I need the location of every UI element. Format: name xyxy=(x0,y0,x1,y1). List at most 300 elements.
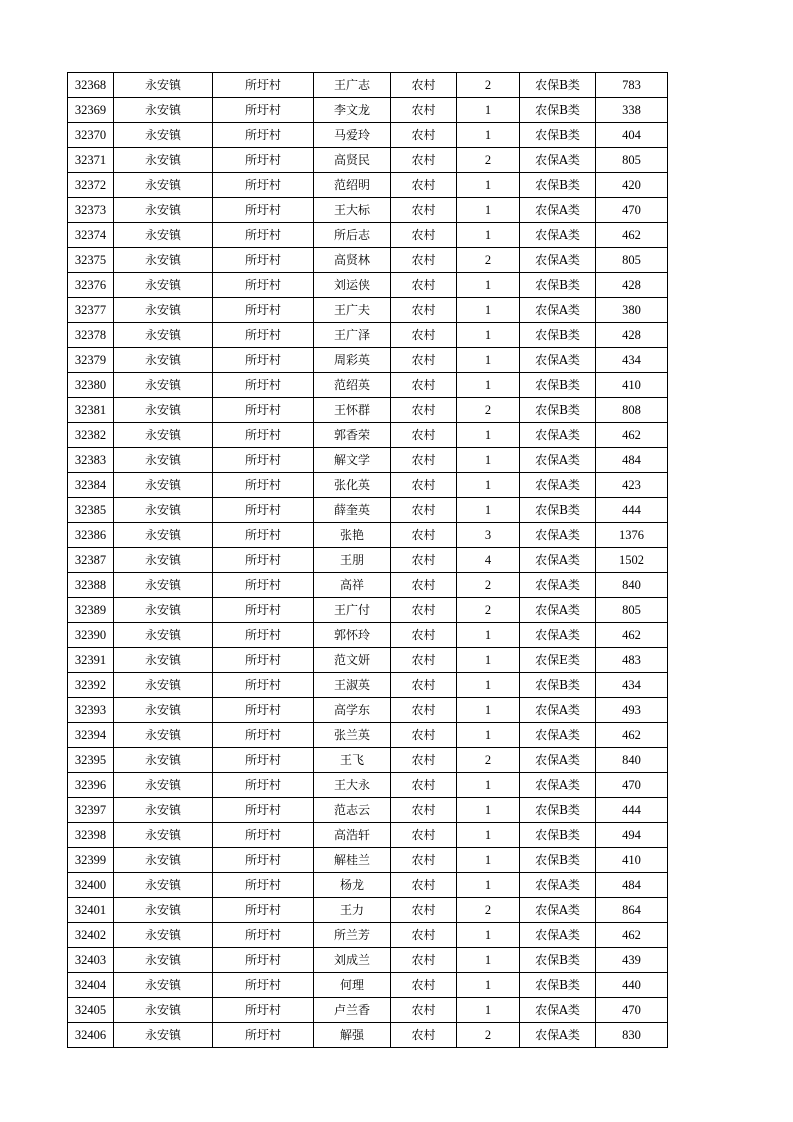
cell-amount: 410 xyxy=(596,848,668,873)
cell-town: 永安镇 xyxy=(114,648,213,673)
cell-amount: 462 xyxy=(596,923,668,948)
cell-insurance-category: 农保A类 xyxy=(520,348,596,373)
cell-insurance-category: 农保A类 xyxy=(520,923,596,948)
cell-name: 何理 xyxy=(314,973,391,998)
cell-record-id: 32372 xyxy=(68,173,114,198)
cell-town: 永安镇 xyxy=(114,898,213,923)
cell-member-count: 2 xyxy=(457,748,520,773)
cell-record-id: 32388 xyxy=(68,573,114,598)
cell-name: 马爱玲 xyxy=(314,123,391,148)
cell-household-type: 农村 xyxy=(391,423,457,448)
cell-town: 永安镇 xyxy=(114,523,213,548)
cell-record-id: 32383 xyxy=(68,448,114,473)
table-row xyxy=(68,648,668,673)
cell-name: 解强 xyxy=(314,1023,391,1048)
table-row xyxy=(68,798,668,823)
cell-record-id: 32381 xyxy=(68,398,114,423)
cell-name: 范文妍 xyxy=(314,648,391,673)
cell-member-count: 1 xyxy=(457,198,520,223)
cell-record-id: 32384 xyxy=(68,473,114,498)
cell-household-type: 农村 xyxy=(391,723,457,748)
cell-household-type: 农村 xyxy=(391,198,457,223)
cell-name: 卢兰香 xyxy=(314,998,391,1023)
cell-village: 所圩村 xyxy=(213,523,314,548)
cell-insurance-category: 农保A类 xyxy=(520,998,596,1023)
cell-insurance-category: 农保E类 xyxy=(520,648,596,673)
cell-record-id: 32374 xyxy=(68,223,114,248)
cell-village: 所圩村 xyxy=(213,873,314,898)
cell-record-id: 32395 xyxy=(68,748,114,773)
cell-name: 所兰芳 xyxy=(314,923,391,948)
cell-name: 解文学 xyxy=(314,448,391,473)
cell-town: 永安镇 xyxy=(114,273,213,298)
cell-village: 所圩村 xyxy=(213,448,314,473)
cell-village: 所圩村 xyxy=(213,273,314,298)
cell-record-id: 32390 xyxy=(68,623,114,648)
table-row xyxy=(68,573,668,598)
cell-town: 永安镇 xyxy=(114,98,213,123)
cell-member-count: 1 xyxy=(457,298,520,323)
cell-village: 所圩村 xyxy=(213,148,314,173)
table-row xyxy=(68,223,668,248)
cell-amount: 808 xyxy=(596,398,668,423)
cell-household-type: 农村 xyxy=(391,998,457,1023)
cell-insurance-category: 农保B类 xyxy=(520,123,596,148)
cell-amount: 470 xyxy=(596,773,668,798)
cell-record-id: 32406 xyxy=(68,1023,114,1048)
cell-member-count: 1 xyxy=(457,823,520,848)
cell-household-type: 农村 xyxy=(391,673,457,698)
cell-household-type: 农村 xyxy=(391,498,457,523)
cell-amount: 428 xyxy=(596,273,668,298)
cell-name: 杨龙 xyxy=(314,873,391,898)
cell-amount: 840 xyxy=(596,573,668,598)
table-row xyxy=(68,898,668,923)
cell-amount: 483 xyxy=(596,648,668,673)
table-row xyxy=(68,773,668,798)
cell-member-count: 1 xyxy=(457,323,520,348)
cell-village: 所圩村 xyxy=(213,898,314,923)
cell-town: 永安镇 xyxy=(114,148,213,173)
cell-member-count: 1 xyxy=(457,423,520,448)
table-row xyxy=(68,973,668,998)
cell-record-id: 32387 xyxy=(68,548,114,573)
cell-town: 永安镇 xyxy=(114,748,213,773)
cell-record-id: 32377 xyxy=(68,298,114,323)
cell-town: 永安镇 xyxy=(114,873,213,898)
cell-insurance-category: 农保B类 xyxy=(520,323,596,348)
cell-village: 所圩村 xyxy=(213,423,314,448)
cell-record-id: 32391 xyxy=(68,648,114,673)
cell-household-type: 农村 xyxy=(391,298,457,323)
table-row xyxy=(68,923,668,948)
cell-insurance-category: 农保A类 xyxy=(520,1023,596,1048)
cell-amount: 420 xyxy=(596,173,668,198)
cell-town: 永安镇 xyxy=(114,823,213,848)
cell-amount: 410 xyxy=(596,373,668,398)
cell-town: 永安镇 xyxy=(114,473,213,498)
cell-village: 所圩村 xyxy=(213,98,314,123)
cell-insurance-category: 农保B类 xyxy=(520,948,596,973)
cell-member-count: 1 xyxy=(457,873,520,898)
cell-member-count: 3 xyxy=(457,523,520,548)
cell-record-id: 32375 xyxy=(68,248,114,273)
cell-household-type: 农村 xyxy=(391,848,457,873)
cell-town: 永安镇 xyxy=(114,423,213,448)
cell-insurance-category: 农保A类 xyxy=(520,573,596,598)
cell-name: 王淑英 xyxy=(314,673,391,698)
cell-town: 永安镇 xyxy=(114,348,213,373)
cell-insurance-category: 农保A类 xyxy=(520,748,596,773)
cell-name: 范志云 xyxy=(314,798,391,823)
cell-town: 永安镇 xyxy=(114,298,213,323)
table-row xyxy=(68,273,668,298)
cell-record-id: 32380 xyxy=(68,373,114,398)
table-row xyxy=(68,148,668,173)
cell-household-type: 农村 xyxy=(391,548,457,573)
cell-insurance-category: 农保A类 xyxy=(520,723,596,748)
cell-record-id: 32370 xyxy=(68,123,114,148)
cell-town: 永安镇 xyxy=(114,123,213,148)
cell-amount: 470 xyxy=(596,998,668,1023)
cell-amount: 805 xyxy=(596,598,668,623)
cell-record-id: 32373 xyxy=(68,198,114,223)
cell-member-count: 1 xyxy=(457,448,520,473)
cell-household-type: 农村 xyxy=(391,348,457,373)
cell-household-type: 农村 xyxy=(391,923,457,948)
cell-insurance-category: 农保A类 xyxy=(520,148,596,173)
cell-insurance-category: 农保A类 xyxy=(520,548,596,573)
cell-record-id: 32385 xyxy=(68,498,114,523)
cell-name: 张化英 xyxy=(314,473,391,498)
cell-member-count: 2 xyxy=(457,1023,520,1048)
cell-member-count: 1 xyxy=(457,273,520,298)
cell-member-count: 2 xyxy=(457,398,520,423)
cell-name: 王朋 xyxy=(314,548,391,573)
cell-record-id: 32397 xyxy=(68,798,114,823)
cell-name: 李文龙 xyxy=(314,98,391,123)
cell-insurance-category: 农保A类 xyxy=(520,773,596,798)
cell-member-count: 1 xyxy=(457,223,520,248)
cell-record-id: 32405 xyxy=(68,998,114,1023)
data-sheet xyxy=(67,72,668,1048)
cell-town: 永安镇 xyxy=(114,573,213,598)
cell-name: 周彩英 xyxy=(314,348,391,373)
cell-household-type: 农村 xyxy=(391,123,457,148)
cell-name: 王大永 xyxy=(314,773,391,798)
cell-amount: 783 xyxy=(596,73,668,98)
cell-member-count: 1 xyxy=(457,698,520,723)
cell-amount: 484 xyxy=(596,873,668,898)
cell-amount: 423 xyxy=(596,473,668,498)
table-row xyxy=(68,723,668,748)
cell-village: 所圩村 xyxy=(213,698,314,723)
cell-name: 高贤林 xyxy=(314,248,391,273)
cell-village: 所圩村 xyxy=(213,123,314,148)
cell-village: 所圩村 xyxy=(213,723,314,748)
cell-record-id: 32404 xyxy=(68,973,114,998)
cell-record-id: 32402 xyxy=(68,923,114,948)
cell-amount: 493 xyxy=(596,698,668,723)
cell-household-type: 农村 xyxy=(391,973,457,998)
cell-town: 永安镇 xyxy=(114,323,213,348)
cell-village: 所圩村 xyxy=(213,798,314,823)
cell-member-count: 1 xyxy=(457,973,520,998)
cell-village: 所圩村 xyxy=(213,973,314,998)
cell-member-count: 2 xyxy=(457,898,520,923)
cell-insurance-category: 农保A类 xyxy=(520,248,596,273)
cell-household-type: 农村 xyxy=(391,898,457,923)
cell-record-id: 32376 xyxy=(68,273,114,298)
cell-household-type: 农村 xyxy=(391,598,457,623)
cell-amount: 494 xyxy=(596,823,668,848)
cell-town: 永安镇 xyxy=(114,448,213,473)
cell-name: 刘成兰 xyxy=(314,948,391,973)
cell-member-count: 1 xyxy=(457,498,520,523)
cell-member-count: 1 xyxy=(457,623,520,648)
cell-household-type: 农村 xyxy=(391,373,457,398)
cell-town: 永安镇 xyxy=(114,248,213,273)
cell-member-count: 1 xyxy=(457,348,520,373)
cell-amount: 439 xyxy=(596,948,668,973)
cell-record-id: 32386 xyxy=(68,523,114,548)
cell-household-type: 农村 xyxy=(391,773,457,798)
cell-member-count: 1 xyxy=(457,923,520,948)
cell-member-count: 2 xyxy=(457,573,520,598)
cell-name: 张艳 xyxy=(314,523,391,548)
table-row xyxy=(68,823,668,848)
cell-insurance-category: 农保A类 xyxy=(520,448,596,473)
cell-household-type: 农村 xyxy=(391,323,457,348)
cell-record-id: 32398 xyxy=(68,823,114,848)
cell-household-type: 农村 xyxy=(391,623,457,648)
table-row xyxy=(68,198,668,223)
cell-member-count: 2 xyxy=(457,598,520,623)
cell-amount: 1502 xyxy=(596,548,668,573)
table-row xyxy=(68,598,668,623)
cell-member-count: 1 xyxy=(457,998,520,1023)
cell-town: 永安镇 xyxy=(114,673,213,698)
cell-village: 所圩村 xyxy=(213,598,314,623)
cell-village: 所圩村 xyxy=(213,1023,314,1048)
cell-amount: 462 xyxy=(596,423,668,448)
cell-town: 永安镇 xyxy=(114,623,213,648)
cell-amount: 428 xyxy=(596,323,668,348)
cell-member-count: 1 xyxy=(457,723,520,748)
cell-insurance-category: 农保B类 xyxy=(520,398,596,423)
table-row xyxy=(68,748,668,773)
cell-town: 永安镇 xyxy=(114,773,213,798)
cell-record-id: 32403 xyxy=(68,948,114,973)
cell-household-type: 农村 xyxy=(391,798,457,823)
cell-town: 永安镇 xyxy=(114,598,213,623)
cell-town: 永安镇 xyxy=(114,998,213,1023)
records-table xyxy=(67,72,668,1048)
cell-amount: 462 xyxy=(596,623,668,648)
cell-insurance-category: 农保B类 xyxy=(520,98,596,123)
cell-insurance-category: 农保A类 xyxy=(520,873,596,898)
table-row xyxy=(68,448,668,473)
cell-amount: 434 xyxy=(596,673,668,698)
cell-name: 张兰英 xyxy=(314,723,391,748)
cell-name: 郭怀玲 xyxy=(314,623,391,648)
cell-town: 永安镇 xyxy=(114,73,213,98)
cell-insurance-category: 农保A类 xyxy=(520,698,596,723)
table-row xyxy=(68,873,668,898)
cell-insurance-category: 农保B类 xyxy=(520,173,596,198)
cell-amount: 470 xyxy=(596,198,668,223)
cell-household-type: 农村 xyxy=(391,873,457,898)
cell-insurance-category: 农保B类 xyxy=(520,798,596,823)
table-row xyxy=(68,473,668,498)
cell-household-type: 农村 xyxy=(391,173,457,198)
table-row xyxy=(68,673,668,698)
table-row xyxy=(68,398,668,423)
cell-member-count: 1 xyxy=(457,773,520,798)
cell-village: 所圩村 xyxy=(213,298,314,323)
cell-insurance-category: 农保B类 xyxy=(520,273,596,298)
table-row xyxy=(68,123,668,148)
cell-village: 所圩村 xyxy=(213,848,314,873)
cell-village: 所圩村 xyxy=(213,323,314,348)
cell-village: 所圩村 xyxy=(213,773,314,798)
cell-record-id: 32396 xyxy=(68,773,114,798)
table-row xyxy=(68,948,668,973)
cell-member-count: 1 xyxy=(457,373,520,398)
cell-village: 所圩村 xyxy=(213,498,314,523)
table-body xyxy=(68,73,668,1048)
cell-member-count: 1 xyxy=(457,123,520,148)
cell-town: 永安镇 xyxy=(114,198,213,223)
table-row xyxy=(68,698,668,723)
cell-name: 所后志 xyxy=(314,223,391,248)
cell-town: 永安镇 xyxy=(114,223,213,248)
cell-name: 王力 xyxy=(314,898,391,923)
cell-amount: 404 xyxy=(596,123,668,148)
cell-record-id: 32378 xyxy=(68,323,114,348)
cell-town: 永安镇 xyxy=(114,548,213,573)
cell-village: 所圩村 xyxy=(213,73,314,98)
cell-household-type: 农村 xyxy=(391,148,457,173)
cell-village: 所圩村 xyxy=(213,623,314,648)
cell-insurance-category: 农保A类 xyxy=(520,898,596,923)
cell-village: 所圩村 xyxy=(213,173,314,198)
cell-insurance-category: 农保A类 xyxy=(520,198,596,223)
cell-name: 王广夫 xyxy=(314,298,391,323)
cell-member-count: 4 xyxy=(457,548,520,573)
cell-insurance-category: 农保A类 xyxy=(520,298,596,323)
cell-village: 所圩村 xyxy=(213,948,314,973)
cell-village: 所圩村 xyxy=(213,823,314,848)
cell-village: 所圩村 xyxy=(213,648,314,673)
cell-town: 永安镇 xyxy=(114,1023,213,1048)
cell-household-type: 农村 xyxy=(391,223,457,248)
cell-amount: 805 xyxy=(596,148,668,173)
table-row xyxy=(68,173,668,198)
cell-insurance-category: 农保A类 xyxy=(520,223,596,248)
cell-insurance-category: 农保B类 xyxy=(520,673,596,698)
cell-town: 永安镇 xyxy=(114,373,213,398)
cell-town: 永安镇 xyxy=(114,948,213,973)
cell-record-id: 32371 xyxy=(68,148,114,173)
cell-household-type: 农村 xyxy=(391,98,457,123)
cell-village: 所圩村 xyxy=(213,548,314,573)
cell-name: 高学东 xyxy=(314,698,391,723)
cell-household-type: 农村 xyxy=(391,248,457,273)
cell-record-id: 32369 xyxy=(68,98,114,123)
cell-member-count: 2 xyxy=(457,148,520,173)
cell-household-type: 农村 xyxy=(391,73,457,98)
cell-name: 高祥 xyxy=(314,573,391,598)
table-row xyxy=(68,98,668,123)
cell-village: 所圩村 xyxy=(213,373,314,398)
cell-village: 所圩村 xyxy=(213,248,314,273)
cell-record-id: 32393 xyxy=(68,698,114,723)
cell-name: 王大标 xyxy=(314,198,391,223)
cell-record-id: 32394 xyxy=(68,723,114,748)
table-row xyxy=(68,248,668,273)
cell-village: 所圩村 xyxy=(213,748,314,773)
cell-household-type: 农村 xyxy=(391,573,457,598)
cell-record-id: 32389 xyxy=(68,598,114,623)
cell-amount: 462 xyxy=(596,723,668,748)
cell-household-type: 农村 xyxy=(391,398,457,423)
cell-household-type: 农村 xyxy=(391,648,457,673)
cell-household-type: 农村 xyxy=(391,948,457,973)
cell-insurance-category: 农保A类 xyxy=(520,473,596,498)
cell-insurance-category: 农保A类 xyxy=(520,523,596,548)
cell-amount: 840 xyxy=(596,748,668,773)
cell-name: 解桂兰 xyxy=(314,848,391,873)
cell-household-type: 农村 xyxy=(391,448,457,473)
table-row xyxy=(68,323,668,348)
cell-town: 永安镇 xyxy=(114,923,213,948)
cell-insurance-category: 农保A类 xyxy=(520,623,596,648)
cell-name: 范绍明 xyxy=(314,173,391,198)
cell-record-id: 32382 xyxy=(68,423,114,448)
cell-member-count: 1 xyxy=(457,948,520,973)
cell-town: 永安镇 xyxy=(114,698,213,723)
cell-record-id: 32368 xyxy=(68,73,114,98)
cell-village: 所圩村 xyxy=(213,923,314,948)
cell-town: 永安镇 xyxy=(114,848,213,873)
cell-village: 所圩村 xyxy=(213,573,314,598)
cell-household-type: 农村 xyxy=(391,523,457,548)
cell-insurance-category: 农保B类 xyxy=(520,373,596,398)
table-row xyxy=(68,423,668,448)
cell-name: 王飞 xyxy=(314,748,391,773)
cell-amount: 462 xyxy=(596,223,668,248)
cell-record-id: 32379 xyxy=(68,348,114,373)
cell-amount: 830 xyxy=(596,1023,668,1048)
cell-insurance-category: 农保B类 xyxy=(520,498,596,523)
cell-name: 薛奎英 xyxy=(314,498,391,523)
cell-member-count: 2 xyxy=(457,73,520,98)
cell-household-type: 农村 xyxy=(391,823,457,848)
cell-name: 刘运侠 xyxy=(314,273,391,298)
cell-amount: 484 xyxy=(596,448,668,473)
table-row xyxy=(68,848,668,873)
cell-record-id: 32392 xyxy=(68,673,114,698)
table-row xyxy=(68,73,668,98)
cell-village: 所圩村 xyxy=(213,398,314,423)
cell-household-type: 农村 xyxy=(391,1023,457,1048)
cell-household-type: 农村 xyxy=(391,748,457,773)
cell-village: 所圩村 xyxy=(213,348,314,373)
cell-name: 高贤民 xyxy=(314,148,391,173)
cell-amount: 444 xyxy=(596,798,668,823)
cell-insurance-category: 农保B类 xyxy=(520,73,596,98)
